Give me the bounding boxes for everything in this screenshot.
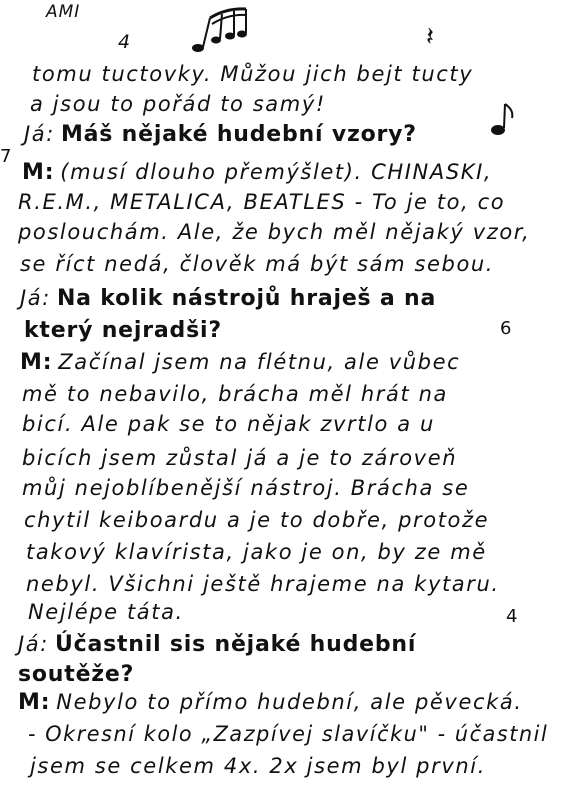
- margin-mark-left: 7: [0, 146, 12, 167]
- line-text: - Okresní kolo „Zazpívej slavíčku" - účastnil: [28, 722, 549, 746]
- question-text: soutěže?: [18, 662, 135, 687]
- question-text: Máš nějaké hudební vzory?: [60, 122, 417, 147]
- text-line: [30, 92, 326, 116]
- line-text: můj nejoblíbenější nástroj. Brácha se: [22, 476, 470, 500]
- text-line: [26, 540, 487, 564]
- line-text: chytil keiboardu a je to dobře, protože: [24, 508, 490, 532]
- line-text: se říct nedá, člověk má být sám sebou.: [20, 252, 495, 276]
- text-line: [18, 190, 505, 214]
- text-line: [28, 600, 184, 624]
- speaker-label-m: M:: [18, 690, 51, 715]
- page-number: 4: [118, 31, 132, 53]
- text-line: [24, 508, 489, 532]
- speaker-label-m: M:: [20, 350, 53, 375]
- text-line: [30, 754, 486, 778]
- text-line: [18, 220, 530, 244]
- author-initials: AMI: [46, 2, 81, 22]
- line-text: a jsou to pořád to samý!: [30, 92, 326, 116]
- line-text: Nejlépe táta.: [28, 600, 184, 624]
- music-notes-icon: [190, 6, 250, 54]
- text-line: [24, 122, 417, 147]
- line-text: tomu tuctovky. Můžou jich bejt tucty: [32, 62, 474, 86]
- question-text: Účastnil sis nějaké hudební: [54, 632, 417, 657]
- text-line: [20, 252, 494, 276]
- text-line: [22, 476, 469, 500]
- line-text: R.E.M., METALICA, BEATLES - To je to, co: [18, 190, 506, 214]
- speaker-label-m: M:: [22, 160, 55, 185]
- line-text: mě to nebavilo, brácha měl hrát na: [22, 382, 448, 406]
- line-text: bicí. Ale pak se to nějak zvrtlo a u: [22, 412, 435, 436]
- text-line: [26, 572, 500, 596]
- question-text: který nejradši?: [24, 318, 222, 343]
- line-text: bicích jsem zůstal já a je to zároveň: [22, 446, 458, 470]
- rest-icon: 𝄽: [426, 22, 434, 52]
- text-line: [28, 722, 548, 746]
- text-line: [32, 62, 473, 86]
- line-text: (musí dlouho přemýšlet). CHINASKI,: [60, 160, 493, 184]
- line-text: nebyl. Všichni ještě hrajeme na kytaru.: [26, 572, 500, 596]
- speaker-label-ja: Já:: [18, 632, 49, 656]
- line-text: jsem se celkem 4x. 2x jsem byl první.: [30, 754, 486, 778]
- margin-mark-right: 6: [500, 318, 512, 339]
- line-text: poslouchám. Ale, že bych měl nějaký vzor,: [18, 220, 531, 244]
- text-line: [20, 350, 460, 375]
- single-note-icon: [490, 102, 516, 138]
- text-line: [20, 286, 436, 311]
- text-line: [18, 662, 134, 687]
- speaker-label-ja: Já:: [24, 122, 55, 146]
- text-line: [18, 690, 523, 715]
- line-text: takový klavírista, jako je on, by ze mě: [26, 540, 487, 564]
- text-line: [22, 160, 492, 185]
- text-line: [22, 382, 448, 406]
- line-text: Začínal jsem na flétnu, ale vůbec: [58, 350, 461, 374]
- line-text: Nebylo to přímo hudební, ale pěvecká.: [56, 690, 523, 714]
- question-text: Na kolik nástrojů hraješ a na: [56, 286, 437, 311]
- text-line: [22, 412, 435, 436]
- text-line: [22, 446, 457, 470]
- margin-mark-right-2: 4: [506, 606, 518, 627]
- speaker-label-ja: Já:: [20, 286, 51, 310]
- text-line: [24, 318, 222, 343]
- text-line: [18, 632, 416, 657]
